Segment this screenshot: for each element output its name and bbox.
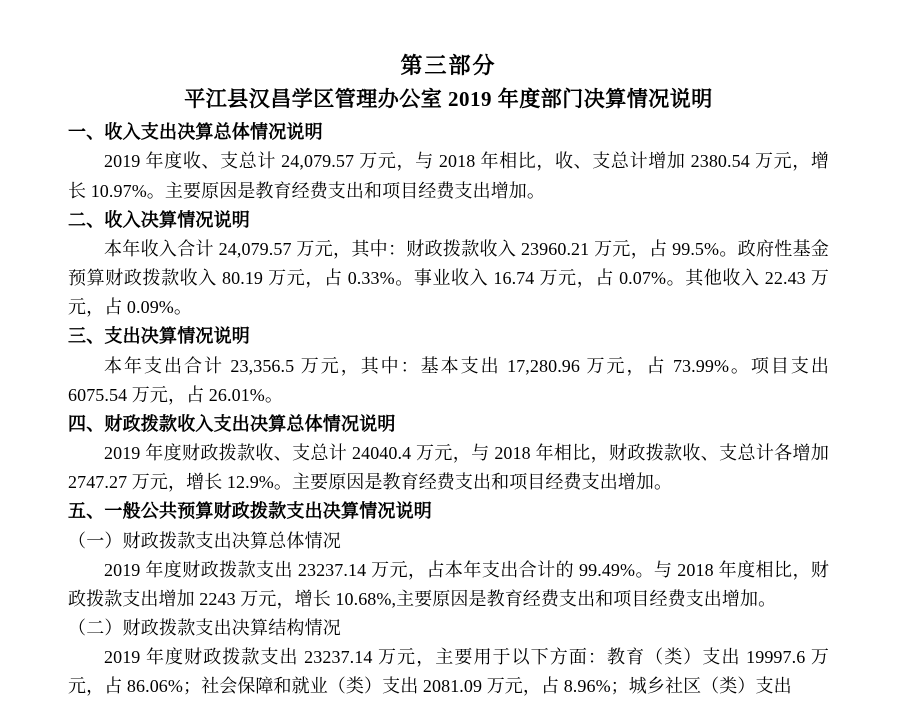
section-paragraph-3: 本年支出合计 23,356.5 万元，其中：基本支出 17,280.96 万元，占 73.99%。项目支出 6075.54 万元，占 26.01%。 [68,355,829,405]
section-paragraph-2: 本年收入合计 24,079.57 万元，其中：财政拨款收入 23960.21 万元，占 99.5%。政府性基金预算财政拨款收入 80.19 万元，占 0.33%。事业收入 16.74 万元，占 0.07%。其他收入 22.43 万元，占 0.09%。 [68,238,829,318]
section-heading-1: 一、收入支出决算总体情况说明 [68,122,323,143]
section-subheading-5-1: （一）财政拨款支出决算总体情况 [68,530,341,551]
document-body [68,118,829,701]
page-subtitle: 平江县汉昌学区管理办公室 2019 年度部门决算情况说明 [184,86,713,111]
page-title: 第三部分 [400,53,497,78]
section-paragraph-1: 2019 年度收、支总计 24,079.57 万元，与 2018 年相比，收、支总计增加 2380.54 万元，增长 10.97%。主要原因是教育经费支出和项目经费支出增加。 [68,151,829,201]
section-heading-2: 二、收入决算情况说明 [68,209,250,230]
section-heading-3: 三、支出决算情况说明 [68,326,250,347]
section-paragraph-4: 2019 年度财政拨款收、支总计 24040.4 万元，与 2018 年相比，财政拨款收、支总计各增加 2747.27 万元，增长 12.9%。主要原因是教育经费支出和项目经费支出增加。 [68,443,829,493]
section-paragraph-5-1: 2019 年度财政拨款支出 23237.14 万元，占本年支出合计的 99.49%。与 2018 年度相比，财政拨款支出增加 2243 万元，增长 10.68%,主要原因是教育经费支出和项目经费支出增加。 [68,559,829,609]
section-heading-5: 五、一般公共预算财政拨款支出决算情况说明 [68,501,432,522]
section-heading-4: 四、财政拨款收入支出决算总体情况说明 [68,413,396,434]
section-subheading-5-2: （二）财政拨款支出决算结构情况 [68,617,341,638]
section-paragraph-5-2: 2019 年度财政拨款支出 23237.14 万元，主要用于以下方面：教育（类）支出 19997.6 万元，占 86.06%；社会保障和就业（类）支出 2081.09 万元，占 8.96%；城乡社区（类）支出 [68,647,829,697]
